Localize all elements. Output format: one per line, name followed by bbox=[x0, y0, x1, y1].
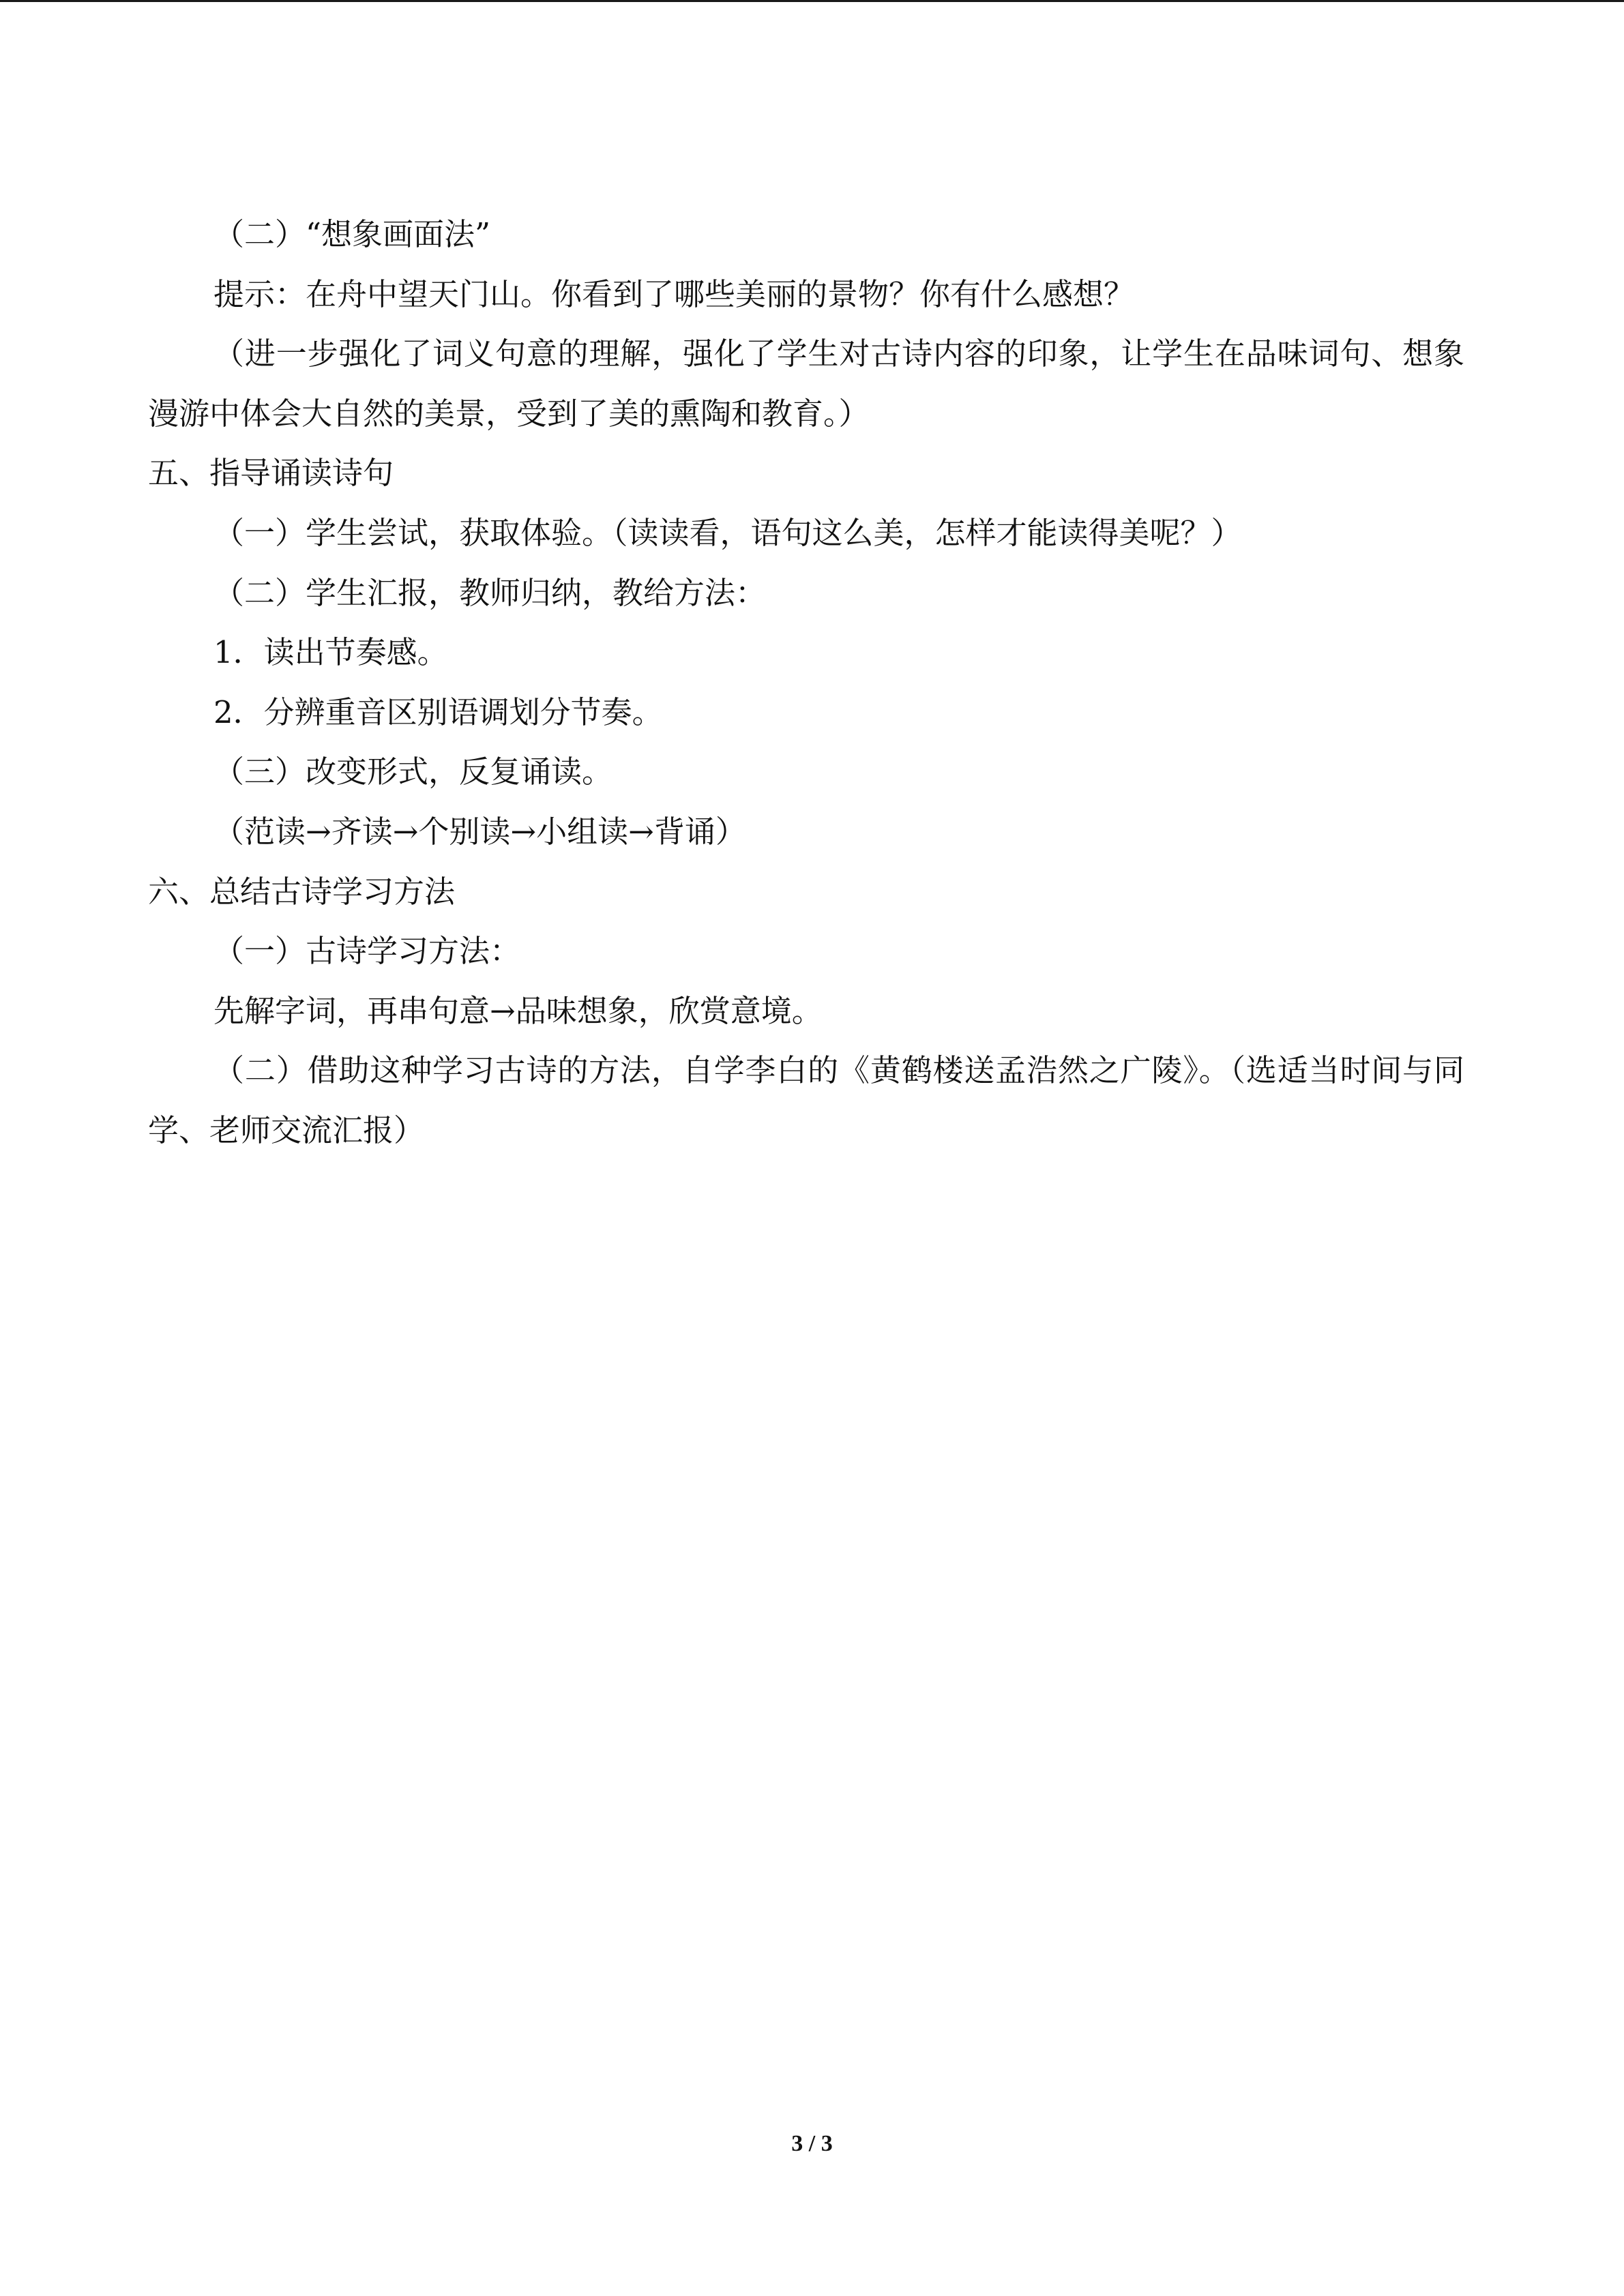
document-body bbox=[148, 205, 1464, 1161]
section-5-heading: 五、指导诵读诗句 bbox=[148, 455, 394, 492]
section-6-heading: 六、总结古诗学习方法 bbox=[148, 873, 456, 910]
section-5-item: （二）学生汇报，教师归纳，教给方法： bbox=[213, 574, 767, 611]
hint-text: 提示：在舟中望天门山。你看到了哪些美丽的景物？你有什么感想？ bbox=[213, 275, 1135, 312]
sub-heading-imagination-method: （二）“想象画面法” bbox=[213, 216, 491, 252]
section-6-item: 先解字词，再串句意→品味想象，欣赏意境。 bbox=[213, 992, 823, 1029]
section-5-item: 1．读出节奏感。 bbox=[213, 634, 448, 671]
section-5-item: （一）学生尝试，获取体验。（读读看，语句这么美，怎样才能读得美呢？） bbox=[213, 514, 1242, 551]
teaching-note-paragraph: （进一步强化了词义句意的理解，强化了学生对古诗内容的印象，让学生在品味词句、想象漫游中体会大自然的美景，受到了美的熏陶和教育。） bbox=[148, 336, 1464, 432]
section-6-item: （一）古诗学习方法： bbox=[213, 933, 521, 970]
section-5-item: （范读→齐读→个别读→小组读→背诵） bbox=[213, 813, 746, 850]
section-5-item: 2．分辨重音区别语调划分节奏。 bbox=[213, 694, 663, 730]
section-6-closing-paragraph: （二）借助这种学习古诗的方法，自学李白的《黄鹤楼送孟浩然之广陵》。（选适当时间与同学、老师交流汇报） bbox=[148, 1052, 1464, 1148]
page-number: 3 / 3 bbox=[791, 2131, 833, 2156]
top-border-line bbox=[0, 0, 1624, 2]
section-5-item: （三）改变形式，反复诵读。 bbox=[213, 754, 613, 790]
